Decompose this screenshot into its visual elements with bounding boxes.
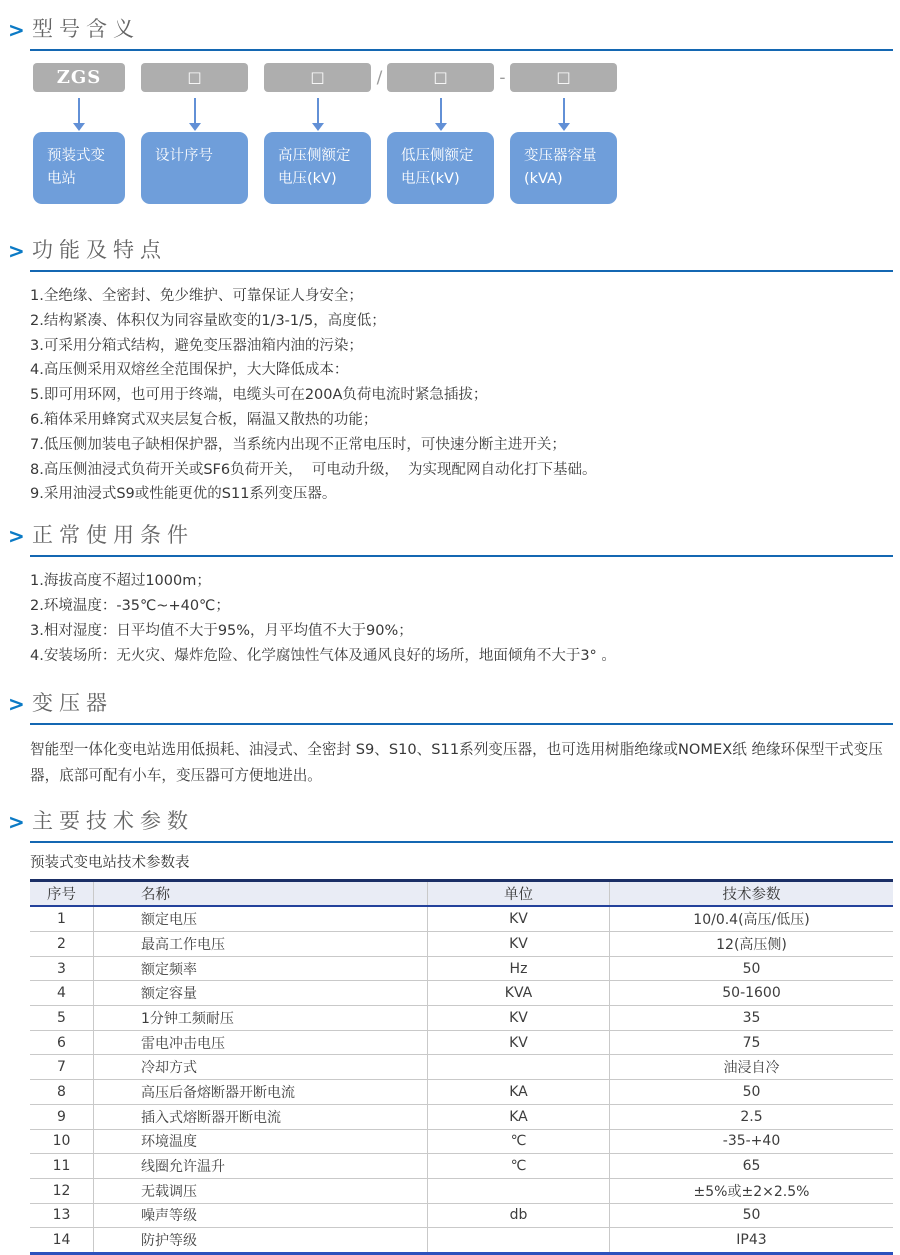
section-conditions [8,522,893,668]
down-arrow-icon [312,98,324,131]
code-segment-box: ZGS [33,63,125,92]
feature-list-item: 1.全绝缘、全密封、免少维护、可靠保证人身安全； [30,288,363,304]
code-separator: / [376,67,383,88]
section-heading [8,522,893,549]
feature-list-item: 8.高压侧油浸式负荷开关或SF6负荷开关， 可电动升级， 为实现配网自动化打下基础。 [30,461,597,478]
condition-list-item: 1.海拔高度不超过1000m； [30,573,211,590]
code-separator [125,63,142,92]
table-cell-unit [427,1055,609,1079]
table-cell-value: ±5%或±2×2.5% [609,1179,893,1203]
table-cell-name: 1分钟工频耐压 [93,1006,427,1030]
down-arrow-icon [558,98,570,131]
model-code-column [33,63,125,204]
heading-underline [30,49,893,51]
table-header-cell: 单位 [427,882,609,905]
table-cell-unit: KV [427,907,609,931]
segment-description-box: 高压侧额定电压(kV) [264,132,371,204]
code-segment-box: □ [510,63,617,92]
table-cell-name: 无载调压 [93,1179,427,1203]
table-cell-value: 50-1600 [609,981,893,1005]
feature-list-item: 2.结构紧凑、体积仅为同容量欧变的1/3-1/5，高度低； [30,312,386,329]
down-arrow-icon [435,98,447,131]
code-separator [248,63,265,92]
code-segment-box: □ [141,63,248,92]
table-cell-value: 35 [609,1006,893,1030]
table-row [30,1153,893,1178]
section-title: 功能及特点 [32,238,167,262]
table-cell-index: 8 [57,1084,66,1101]
table-body [30,907,893,1255]
table-cell-name: 额定容量 [93,981,427,1005]
table-cell-index: 9 [57,1108,66,1125]
section-model-meaning [8,16,893,204]
table-cell-name: 高压后备熔断器开断电流 [93,1080,427,1104]
table-cell-value: 10/0.4(高压/低压) [609,907,893,931]
section-transformer [8,690,893,788]
table-cell-index: 14 [52,1232,71,1249]
model-code-column [387,63,506,204]
table-cell-index: 11 [52,1158,71,1175]
feature-list-item: 9.采用油浸式S9或性能更优的S11系列变压器。 [30,486,337,503]
section-heading [8,237,893,263]
chevron-right-icon: > [8,239,25,263]
segment-description-box: 设计序号 [141,132,248,204]
transformer-paragraph: 智能型一体化变电站选用低损耗、油浸式、全密封 S9、S10、S11系列变压器，也可选用树脂绝缘或NOMEX纸 绝缘环保型干式变压器，底部可配有小车，变压器可方便地进出。 [30,741,883,784]
table-cell-index: 10 [52,1133,71,1150]
table-cell-name: 最高工作电压 [93,932,427,956]
table-cell-name: 噪声等级 [93,1204,427,1228]
table-cell-value: -35-+40 [609,1130,893,1154]
table-cell-value: 油浸自冷 [609,1055,893,1079]
table-cell-unit [427,1179,609,1203]
table-cell-value: 50 [609,1080,893,1104]
segment-description-box: 预装式变电站 [33,132,125,204]
table-header-cell: 技术参数 [609,882,893,905]
table-row [30,1203,893,1228]
table-cell-value: 12(高压侧) [609,932,893,956]
table-cell-unit: KVA [427,981,609,1005]
table-cell-unit: KV [427,1006,609,1030]
table-row [30,980,893,1005]
table-cell-index: 6 [57,1034,66,1051]
table-row [30,1227,893,1252]
feature-list-item: 7.低压侧加装电子缺相保护器，当系统内出现不正常电压时，可快速分断主进开关； [30,436,566,453]
table-row [30,1079,893,1104]
table-cell-name: 防护等级 [93,1228,427,1252]
section-features [8,237,893,507]
table-cell-index: 13 [52,1207,71,1224]
table-cell-unit: ℃ [427,1130,609,1154]
table-row [30,907,893,931]
segment-description-box: 变压器容量(kVA) [510,132,617,204]
table-row [30,1030,893,1055]
model-code-diagram [30,63,893,204]
table-cell-index: 3 [57,960,66,977]
feature-list-item: 5.即可用环网，也可用于终端，电缆头可在200A负荷电流时紧急插拔； [30,387,488,404]
heading-underline [30,723,893,725]
table-cell-value: 50 [609,957,893,981]
section-title: 主要技术参数 [32,809,194,834]
table-cell-value: 50 [609,1204,893,1228]
table-cell-value: 65 [609,1154,893,1178]
table-row [30,1104,893,1129]
code-separator: - [499,67,506,88]
down-arrow-icon [189,98,201,131]
condition-list-item: 4.安装场所：无火灾、爆炸危险、化学腐蚀性气体及通风良好的场所，地面倾角不大于3° 。 [30,647,616,664]
table-cell-index: 7 [57,1059,66,1076]
table-header-cell: 序号 [47,887,76,904]
section-heading [8,16,893,42]
code-separator [617,63,634,92]
table-cell-unit [427,1228,609,1252]
table-cell-unit: db [427,1204,609,1228]
section-title: 型号含义 [32,17,140,41]
table-row [30,1005,893,1030]
section-parameters [8,808,893,1255]
feature-list-item: 4.高压侧采用双熔丝全范围保护，大大降低成本： [30,362,349,379]
feature-list-item: 6.箱体采用蜂窝式双夹层复合板，隔温又散热的功能； [30,411,378,428]
table-cell-name: 环境温度 [93,1130,427,1154]
table-cell-name: 插入式熔断器开断电流 [93,1105,427,1129]
feature-list [30,284,893,507]
code-segment-box: □ [264,63,371,92]
table-cell-unit: ℃ [427,1154,609,1178]
table-row [30,931,893,956]
table-cell-index: 5 [57,1009,66,1026]
model-code-column [264,63,383,204]
condition-list-item: 3.相对湿度：日平均值不大于95%，月平均值不大于90%； [30,622,413,639]
table-row [30,1054,893,1079]
segment-description-box: 低压侧额定电压(kV) [387,132,494,204]
chevron-right-icon: > [8,692,25,717]
table-cell-name: 额定电压 [93,907,427,931]
table-cell-index: 2 [57,935,66,952]
table-cell-value: 2.5 [609,1105,893,1129]
chevron-right-icon: > [8,18,25,42]
table-row [30,956,893,981]
section-heading [8,690,893,717]
table-cell-name: 线圈允许温升 [93,1154,427,1178]
table-cell-name: 雷电冲击电压 [93,1031,427,1055]
table-header-row [30,879,893,907]
heading-underline [30,841,893,843]
table-caption: 预装式变电站技术参数表 [30,855,190,872]
table-cell-unit: KA [427,1080,609,1104]
table-cell-unit: KA [427,1105,609,1129]
down-arrow-icon [73,98,85,131]
parameters-table [30,879,893,1255]
table-cell-value: IP43 [609,1228,893,1252]
table-cell-index: 1 [57,911,66,928]
heading-underline [30,270,893,272]
section-heading [8,808,893,835]
table-cell-name: 冷却方式 [93,1055,427,1079]
chevron-right-icon: > [8,810,25,835]
heading-underline [30,555,893,557]
feature-list-item: 3.可采用分箱式结构，避免变压器油箱内油的污染； [30,337,363,354]
condition-list-item: 2.环境温度：-35℃~+40℃； [30,597,230,614]
section-title: 变压器 [32,691,113,716]
model-code-column [510,63,617,204]
code-segment-box: □ [387,63,494,92]
table-cell-unit: Hz [427,957,609,981]
model-code-column [141,63,248,204]
table-cell-index: 4 [57,985,66,1002]
table-cell-value: 75 [609,1031,893,1055]
chevron-right-icon: > [8,524,25,549]
table-cell-name: 额定频率 [93,957,427,981]
table-cell-unit: KV [427,932,609,956]
condition-list [30,569,893,668]
table-cell-index: 12 [52,1182,71,1199]
table-cell-unit: KV [427,1031,609,1055]
table-row [30,1178,893,1203]
table-row [30,1129,893,1154]
section-title: 正常使用条件 [32,523,194,548]
table-header-cell: 名称 [93,882,427,905]
